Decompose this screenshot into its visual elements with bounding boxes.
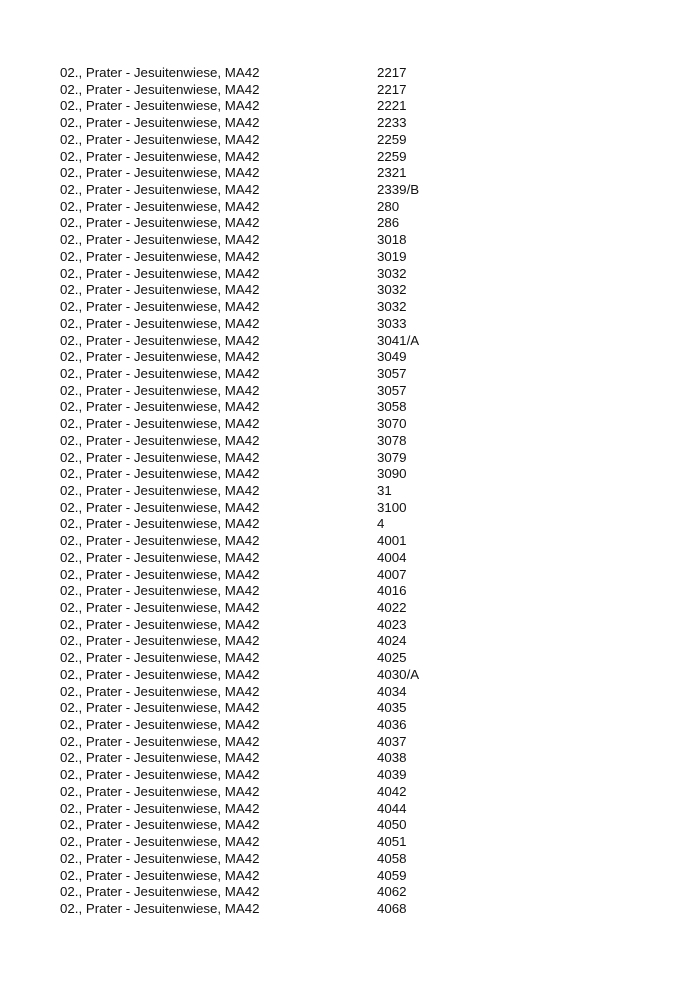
item-number: 4 (377, 516, 385, 532)
location-text: 02., Prater - Jesuitenwiese, MA42 (60, 616, 260, 632)
list-item (60, 132, 480, 149)
list-item (60, 199, 480, 216)
location-text: 02., Prater - Jesuitenwiese, MA42 (60, 800, 260, 816)
item-number: 4050 (377, 817, 407, 833)
item-number: 4016 (377, 583, 407, 599)
item-number: 31 (377, 482, 392, 498)
item-number: 4068 (377, 900, 407, 916)
item-number: 4058 (377, 850, 407, 866)
location-text: 02., Prater - Jesuitenwiese, MA42 (60, 884, 260, 900)
item-number: 4030/A (377, 666, 420, 682)
location-text: 02., Prater - Jesuitenwiese, MA42 (60, 215, 260, 231)
list-item (60, 834, 480, 851)
list-item (60, 483, 480, 500)
item-number: 4023 (377, 616, 407, 632)
location-text: 02., Prater - Jesuitenwiese, MA42 (60, 834, 260, 850)
item-number: 3057 (377, 365, 407, 381)
location-text: 02., Prater - Jesuitenwiese, MA42 (60, 549, 260, 565)
item-number: 2217 (377, 81, 407, 97)
list-item (60, 433, 480, 450)
list-item (60, 383, 480, 400)
list-item (60, 249, 480, 266)
item-number: 3058 (377, 399, 407, 415)
item-number: 2217 (377, 65, 407, 80)
list-item (60, 650, 480, 667)
location-text: 02., Prater - Jesuitenwiese, MA42 (60, 432, 260, 448)
item-number: 3100 (377, 499, 407, 515)
location-text: 02., Prater - Jesuitenwiese, MA42 (60, 81, 260, 97)
location-text: 02., Prater - Jesuitenwiese, MA42 (60, 516, 260, 532)
item-number: 4044 (377, 800, 407, 816)
item-number: 2321 (377, 165, 407, 181)
location-text: 02., Prater - Jesuitenwiese, MA42 (60, 198, 260, 214)
list-item (60, 901, 480, 918)
list-item (60, 734, 480, 751)
location-text: 02., Prater - Jesuitenwiese, MA42 (60, 282, 260, 298)
list-item (60, 299, 480, 316)
item-number: 3090 (377, 466, 407, 482)
location-text: 02., Prater - Jesuitenwiese, MA42 (60, 583, 260, 599)
list-item (60, 851, 480, 868)
location-text: 02., Prater - Jesuitenwiese, MA42 (60, 650, 260, 666)
item-number: 4036 (377, 717, 407, 733)
location-text: 02., Prater - Jesuitenwiese, MA42 (60, 248, 260, 264)
location-text: 02., Prater - Jesuitenwiese, MA42 (60, 817, 260, 833)
location-text: 02., Prater - Jesuitenwiese, MA42 (60, 416, 260, 432)
location-text: 02., Prater - Jesuitenwiese, MA42 (60, 717, 260, 733)
item-number: 4007 (377, 566, 407, 582)
list-item (60, 633, 480, 650)
item-number: 4024 (377, 633, 407, 649)
item-number: 4034 (377, 683, 407, 699)
list-item (60, 550, 480, 567)
list-item (60, 533, 480, 550)
item-number: 3049 (377, 349, 407, 365)
location-text: 02., Prater - Jesuitenwiese, MA42 (60, 165, 260, 181)
location-text: 02., Prater - Jesuitenwiese, MA42 (60, 750, 260, 766)
item-number: 280 (377, 198, 400, 214)
item-number: 2339/B (377, 182, 420, 198)
location-text: 02., Prater - Jesuitenwiese, MA42 (60, 399, 260, 415)
location-text: 02., Prater - Jesuitenwiese, MA42 (60, 449, 260, 465)
item-number: 4062 (377, 884, 407, 900)
location-text: 02., Prater - Jesuitenwiese, MA42 (60, 499, 260, 515)
location-text: 02., Prater - Jesuitenwiese, MA42 (60, 850, 260, 866)
location-text: 02., Prater - Jesuitenwiese, MA42 (60, 700, 260, 716)
list-item (60, 667, 480, 684)
item-number: 3033 (377, 315, 407, 331)
location-text: 02., Prater - Jesuitenwiese, MA42 (60, 65, 260, 80)
item-number: 2233 (377, 115, 407, 131)
list-item (60, 868, 480, 885)
list-item (60, 165, 480, 182)
item-number: 3041/A (377, 332, 420, 348)
list-item (60, 817, 480, 834)
item-number: 4059 (377, 867, 407, 883)
list-item (60, 316, 480, 333)
list-item (60, 717, 480, 734)
item-number: 3057 (377, 382, 407, 398)
list-item (60, 600, 480, 617)
location-text: 02., Prater - Jesuitenwiese, MA42 (60, 767, 260, 783)
list-item (60, 349, 480, 366)
list-item (60, 884, 480, 901)
item-number: 3070 (377, 416, 407, 432)
item-number: 4042 (377, 783, 407, 799)
location-text: 02., Prater - Jesuitenwiese, MA42 (60, 148, 260, 164)
item-number: 4035 (377, 700, 407, 716)
location-text: 02., Prater - Jesuitenwiese, MA42 (60, 900, 260, 916)
list-item (60, 82, 480, 99)
item-number: 4001 (377, 533, 407, 549)
location-text: 02., Prater - Jesuitenwiese, MA42 (60, 600, 260, 615)
item-number: 4022 (377, 600, 407, 615)
list-item (60, 215, 480, 232)
item-number: 3018 (377, 232, 407, 248)
list-item (60, 500, 480, 517)
location-text: 02., Prater - Jesuitenwiese, MA42 (60, 683, 260, 699)
item-number: 3032 (377, 299, 407, 315)
item-number: 2259 (377, 131, 407, 147)
location-text: 02., Prater - Jesuitenwiese, MA42 (60, 182, 260, 198)
list-item (60, 567, 480, 584)
item-number: 3019 (377, 248, 407, 264)
location-text: 02., Prater - Jesuitenwiese, MA42 (60, 98, 260, 114)
list-item (60, 98, 480, 115)
location-text: 02., Prater - Jesuitenwiese, MA42 (60, 382, 260, 398)
location-text: 02., Prater - Jesuitenwiese, MA42 (60, 566, 260, 582)
list-item (60, 399, 480, 416)
item-number: 3032 (377, 282, 407, 298)
location-text: 02., Prater - Jesuitenwiese, MA42 (60, 533, 260, 549)
location-text: 02., Prater - Jesuitenwiese, MA42 (60, 365, 260, 381)
list-item (60, 450, 480, 467)
list-item (60, 282, 480, 299)
list-item (60, 115, 480, 132)
list-item (60, 801, 480, 818)
location-text: 02., Prater - Jesuitenwiese, MA42 (60, 332, 260, 348)
location-text: 02., Prater - Jesuitenwiese, MA42 (60, 232, 260, 248)
item-number: 286 (377, 215, 400, 231)
item-number: 3079 (377, 449, 407, 465)
location-text: 02., Prater - Jesuitenwiese, MA42 (60, 299, 260, 315)
item-number: 4004 (377, 549, 407, 565)
list-item (60, 767, 480, 784)
location-text: 02., Prater - Jesuitenwiese, MA42 (60, 349, 260, 365)
location-text: 02., Prater - Jesuitenwiese, MA42 (60, 115, 260, 131)
location-text: 02., Prater - Jesuitenwiese, MA42 (60, 482, 260, 498)
list-item (60, 750, 480, 767)
location-text: 02., Prater - Jesuitenwiese, MA42 (60, 265, 260, 281)
location-text: 02., Prater - Jesuitenwiese, MA42 (60, 633, 260, 649)
location-text: 02., Prater - Jesuitenwiese, MA42 (60, 867, 260, 883)
list-item (60, 149, 480, 166)
list-item (60, 784, 480, 801)
list-item (60, 65, 480, 82)
list-item (60, 182, 480, 199)
item-number: 4039 (377, 767, 407, 783)
item-number: 3032 (377, 265, 407, 281)
location-text: 02., Prater - Jesuitenwiese, MA42 (60, 666, 260, 682)
item-number: 3078 (377, 432, 407, 448)
list-item (60, 366, 480, 383)
list-item (60, 232, 480, 249)
list-item (60, 466, 480, 483)
item-number: 4038 (377, 750, 407, 766)
list-item (60, 416, 480, 433)
item-number: 4037 (377, 733, 407, 749)
list-item (60, 700, 480, 717)
list-item (60, 583, 480, 600)
item-number: 2221 (377, 98, 407, 114)
list-item (60, 617, 480, 634)
location-text: 02., Prater - Jesuitenwiese, MA42 (60, 733, 260, 749)
item-number: 2259 (377, 148, 407, 164)
list-item (60, 333, 480, 350)
list-item (60, 684, 480, 701)
item-number: 4051 (377, 834, 407, 850)
location-text: 02., Prater - Jesuitenwiese, MA42 (60, 783, 260, 799)
tree-list (60, 65, 480, 918)
list-item (60, 266, 480, 283)
location-text: 02., Prater - Jesuitenwiese, MA42 (60, 131, 260, 147)
location-text: 02., Prater - Jesuitenwiese, MA42 (60, 466, 260, 482)
list-item (60, 516, 480, 533)
location-text: 02., Prater - Jesuitenwiese, MA42 (60, 315, 260, 331)
item-number: 4025 (377, 650, 407, 666)
